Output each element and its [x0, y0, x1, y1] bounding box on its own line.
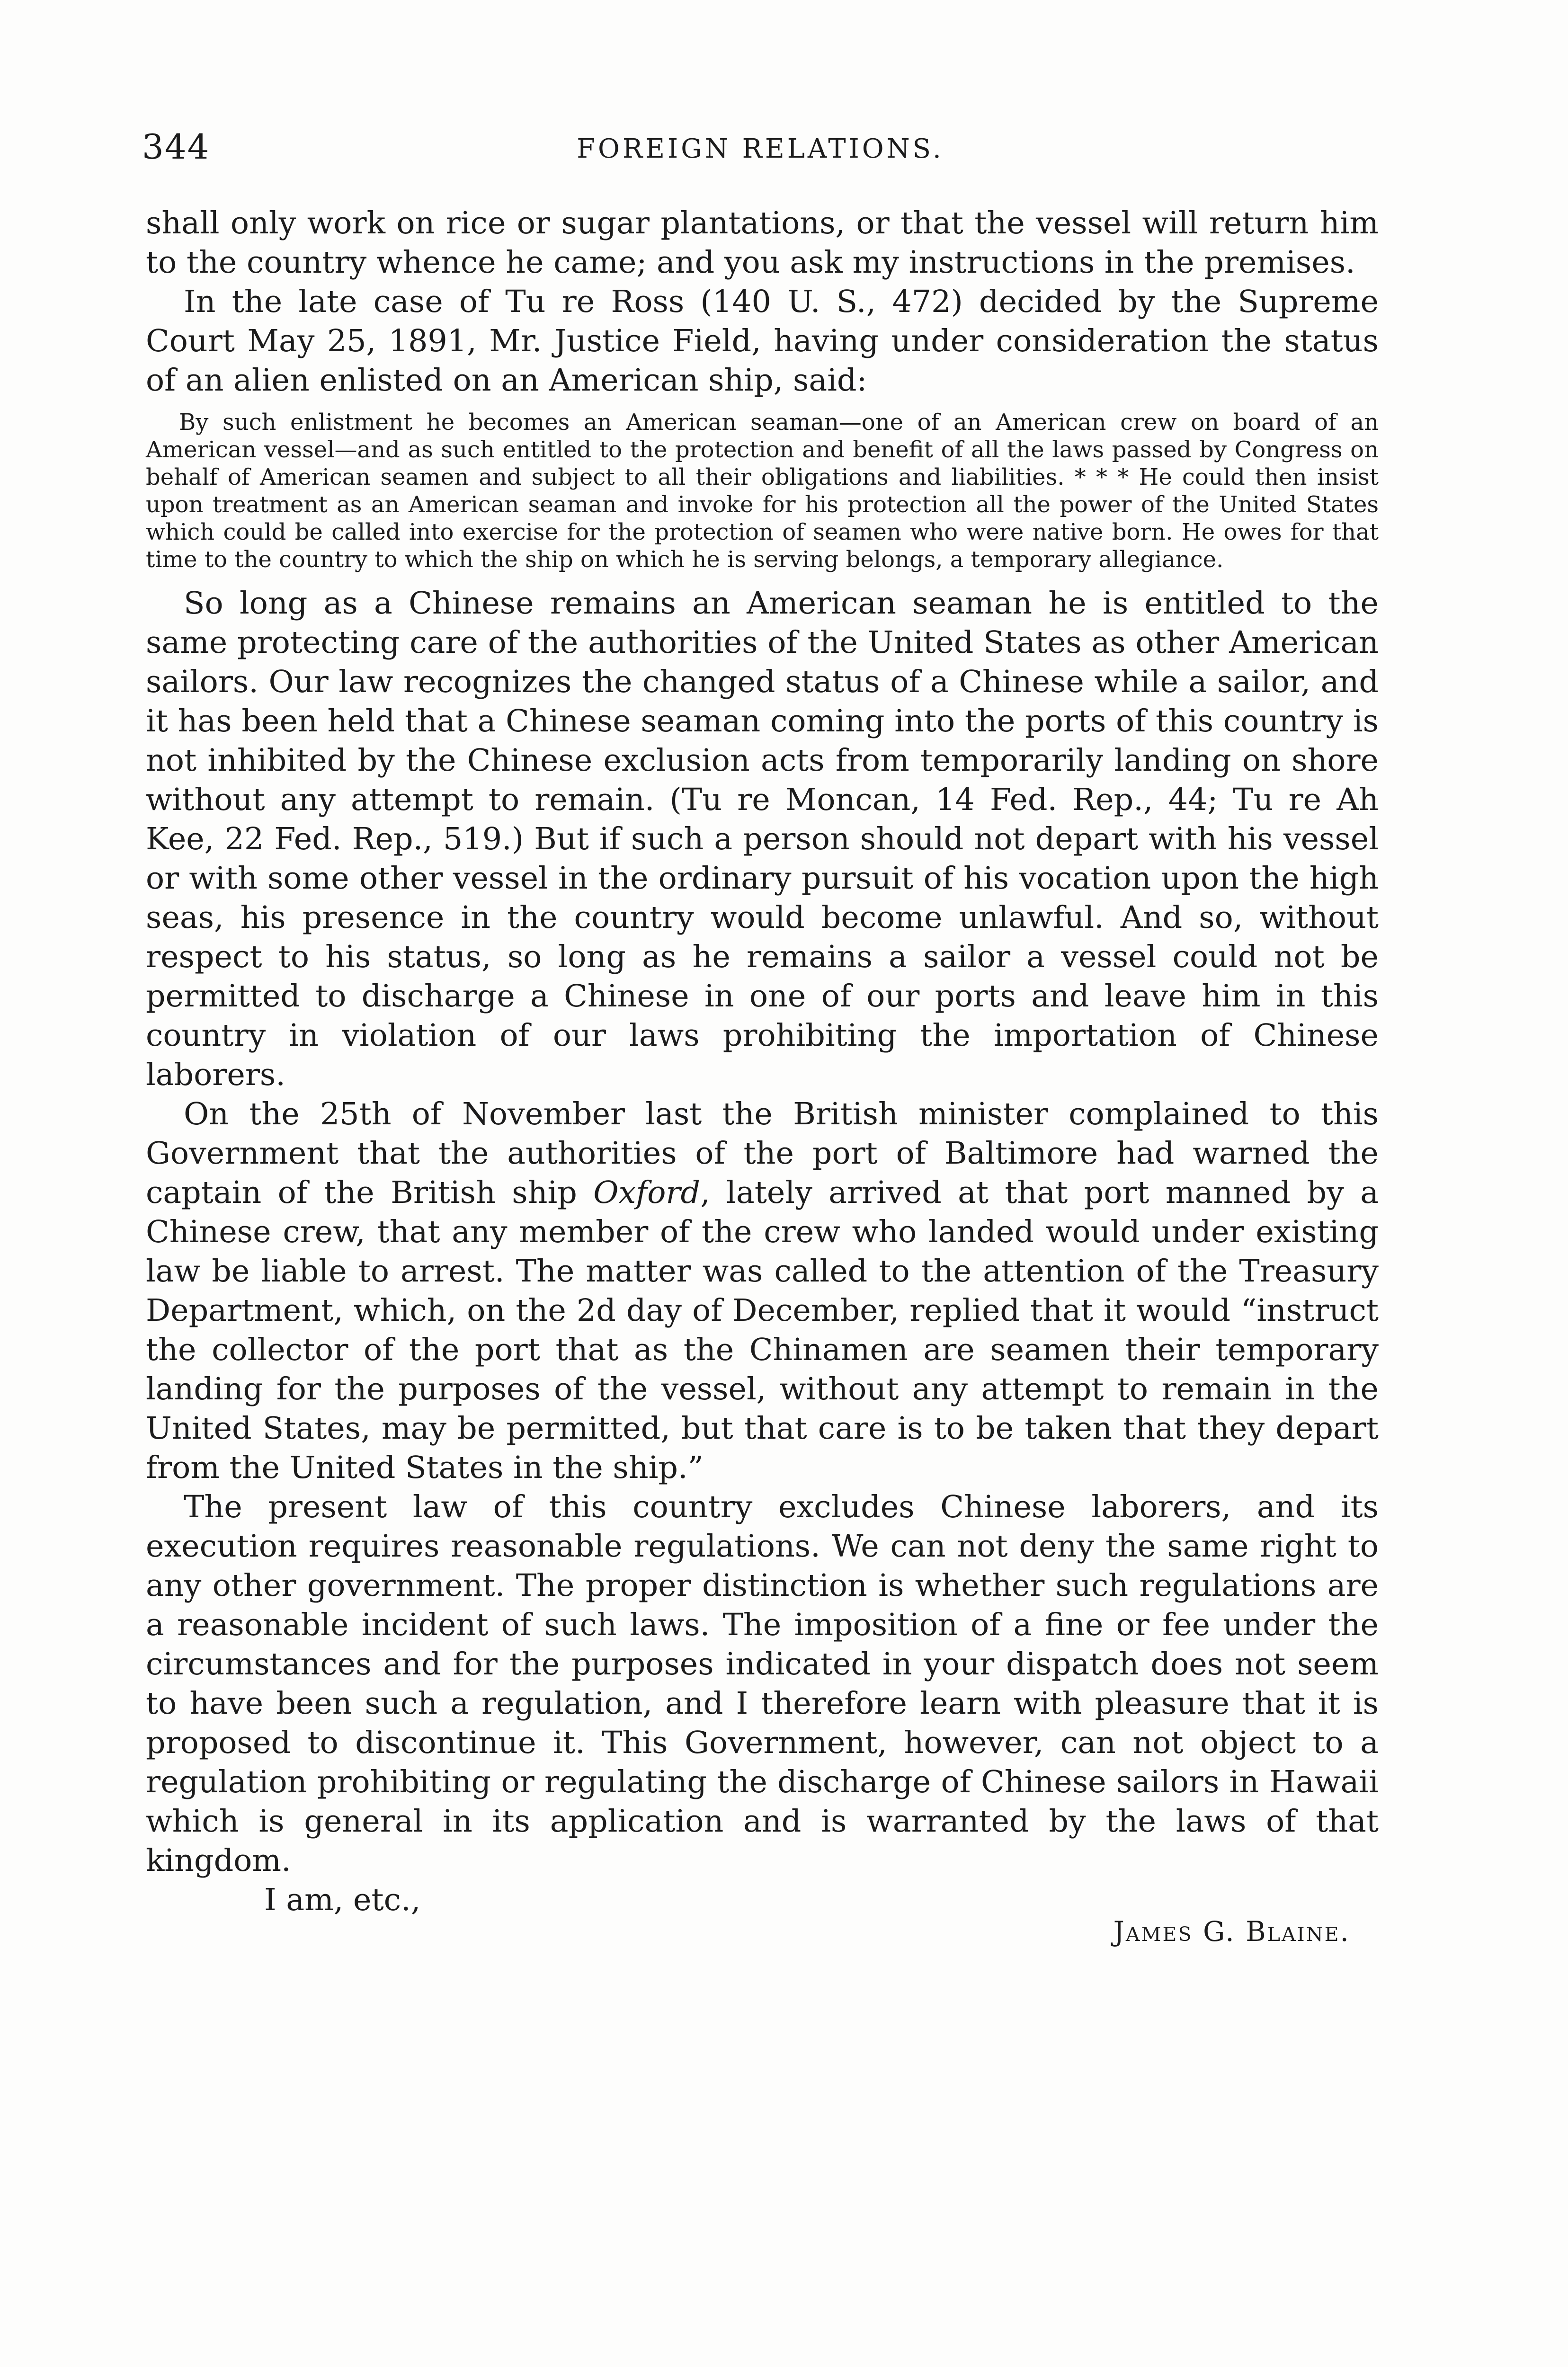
running-head: FOREIGN RELATIONS.	[577, 133, 944, 164]
paragraph-oxford-text-1: On the 25th of November last the British minister complained to this Government that the authorities of the port of Baltimore had warned the captain of the British ship	[146, 1096, 1379, 1210]
signature: James G. Blaine.	[1113, 1915, 1350, 1948]
ship-name: Oxford	[593, 1175, 701, 1210]
body-text	[146, 204, 1379, 1951]
closing-line: I am, etc.,	[264, 1882, 421, 1918]
paragraph-oxford-text-2: , lately arrived at that port manned by a Chinese crew, that any member of the crew who landed would under existing law be liable to arrest. The matter was called to the attention of the Treasury Department, which, on the 2d day of December, replied that it would “instruct the collector of the port that as the Chinamen are seamen their temporary landing for the purposes of the vessel, without any attempt to remain in the United States, may be permitted, but that care is to be taken that they depart from the United States in the ship.”	[146, 1175, 1379, 1486]
paragraph-oxford	[146, 1095, 1379, 1487]
paragraph-ross-case: In the late case of Tu re Ross (140 U. S., 472) decided by the Supreme Court May 25, 1891, Mr. Justice Field, having under consideration the status of an alien enlisted on an American ship, said:	[146, 284, 1379, 398]
page-number: 344	[142, 127, 210, 167]
paragraph-continuation: shall only work on rice or sugar plantations, or that the vessel will return him to the country whence he came; and you ask my instructions in the premises.	[146, 205, 1379, 280]
paragraph-chinese-seaman: So long as a Chinese remains an American seaman he is entitled to the same protecting care of the authorities of the United States as other American sailors. Our law recognizes the changed status of a Chinese while a sailor, and it has been held that a Chinese seaman coming into the ports of this country is not inhibited by the Chinese exclusion acts from temporarily landing on shore without any attempt to remain. (Tu re Moncan, 14 Fed. Rep., 44; Tu re Ah Kee, 22 Fed. Rep., 519.) But if such a person should not depart with his vessel or with some other vessel in the ordinary pursuit of his vocation upon the high seas, his presence in the country would become unlawful. And so, without respect to his status, so long as he remains a sailor a vessel could not be permitted to discharge a Chinese in one of our ports and leave him in this country in violation of our laws prohibiting the importation of Chinese laborers.	[146, 586, 1379, 1093]
page-header	[142, 127, 1379, 169]
paragraph-present-law: The present law of this country excludes Chinese laborers, and its execution requires reasonable regulations. We can not deny the same right to any other government. The proper distinction is whether such regulations are a reasonable incident of such laws. The imposition of a fine or fee under the circumstances and for the purposes indicated in your dispatch does not seem to have been such a regulation, and I therefore learn with pleasure that it is proposed to discontinue it. This Government, however, can not object to a regulation prohibiting or regulating the discharge of Chinese sailors in Hawaii which is general in its application and is warranted by the laws of that kingdom.	[146, 1489, 1379, 1878]
block-quote: By such enlistment he becomes an American seaman—one of an American crew on board of an American vessel—and as such entitled to the protection and benefit of all the laws passed by Congress on behalf of American seamen and subject to all their obligations and liabilities. * * * He could then insist upon treatment as an American seaman and invoke for his protection all the power of the United States which could be called into exercise for the protection of seamen who were native born. He owes for that time to the country to which the ship on which he is serving belongs, a temporary allegiance.	[146, 409, 1379, 573]
